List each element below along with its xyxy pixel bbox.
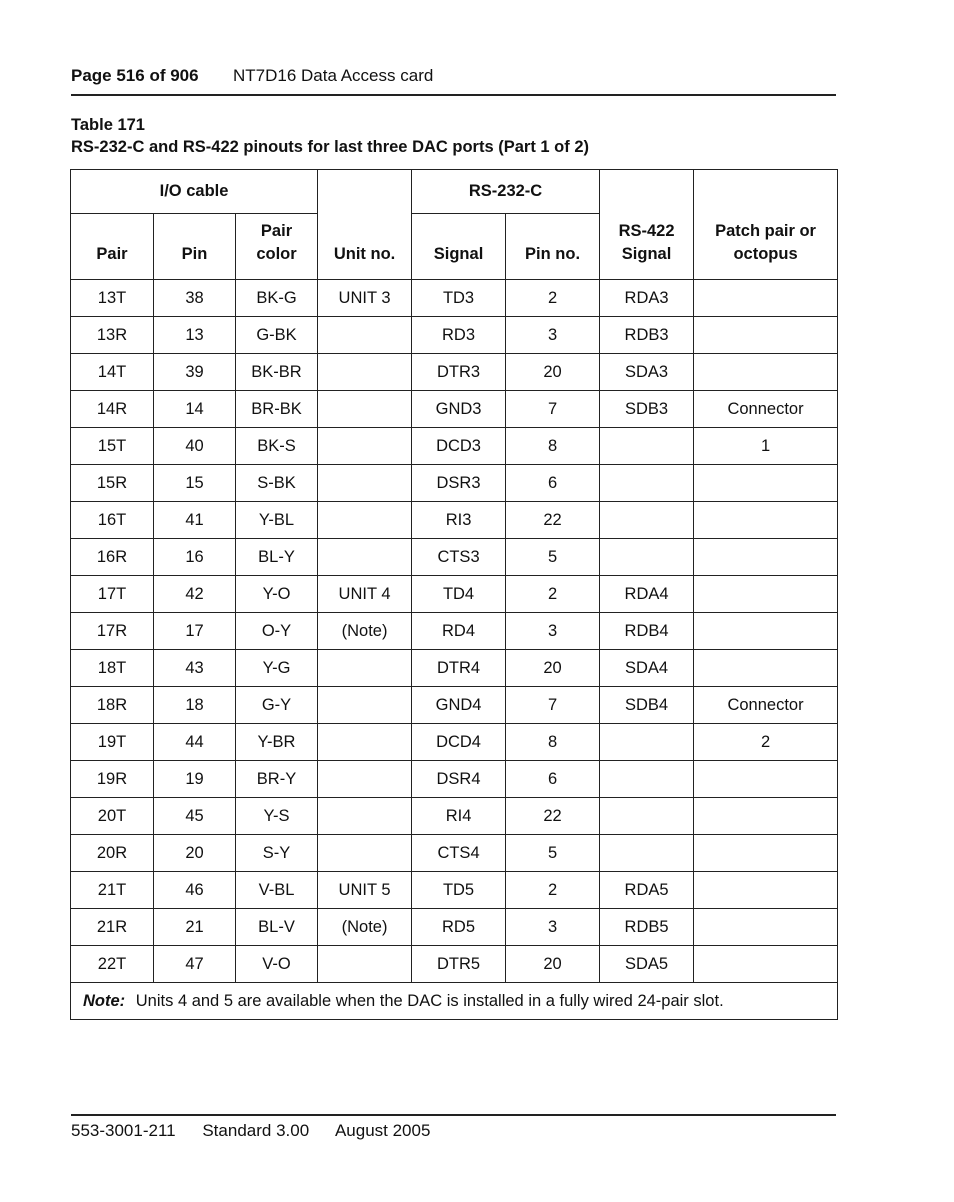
pin-no-cell: 8 bbox=[506, 724, 600, 761]
patch-pair-header bbox=[694, 170, 838, 280]
table-title: RS-232-C and RS-422 pinouts for last three DAC ports (Part 1 of 2) bbox=[71, 138, 590, 156]
signal-cell: TD3 bbox=[412, 280, 506, 317]
unit-no-cell: (Note) bbox=[318, 909, 412, 946]
rs422-signal-cell bbox=[600, 835, 694, 872]
patch-pair-cell: 2 bbox=[694, 724, 838, 761]
rs422-signal-cell: SDB3 bbox=[600, 391, 694, 428]
pin-header: Pin bbox=[154, 214, 236, 280]
pin-cell: 45 bbox=[154, 798, 236, 835]
unit-no-cell bbox=[318, 465, 412, 502]
patch-pair-cell: Connector bbox=[694, 687, 838, 724]
signal-cell: TD4 bbox=[412, 576, 506, 613]
publication-date: August 2005 bbox=[334, 1121, 431, 1140]
rs232c-group-header: RS-232-C bbox=[412, 170, 600, 214]
signal-header: Signal bbox=[412, 214, 506, 280]
pin-no-cell: 5 bbox=[506, 835, 600, 872]
pair-color-cell: Y-BL bbox=[236, 502, 318, 539]
pair-color-cell: BK-G bbox=[236, 280, 318, 317]
pin-no-cell: 3 bbox=[506, 909, 600, 946]
table-row bbox=[71, 465, 838, 502]
pair-color-cell: O-Y bbox=[236, 613, 318, 650]
patch-pair-cell bbox=[694, 798, 838, 835]
pin-no-cell: 5 bbox=[506, 539, 600, 576]
rs422-signal-cell: RDA5 bbox=[600, 872, 694, 909]
pair-color-cell: BL-Y bbox=[236, 539, 318, 576]
rs422-signal-cell: RDB5 bbox=[600, 909, 694, 946]
pin-no-cell: 8 bbox=[506, 428, 600, 465]
rs422-signal-cell bbox=[600, 428, 694, 465]
pair-cell: 21R bbox=[71, 909, 154, 946]
pin-no-cell: 20 bbox=[506, 946, 600, 983]
pair-cell: 17R bbox=[71, 613, 154, 650]
signal-cell: DCD3 bbox=[412, 428, 506, 465]
signal-cell: RD4 bbox=[412, 613, 506, 650]
table-row bbox=[71, 576, 838, 613]
doc-number: 553-3001-211 bbox=[71, 1121, 176, 1140]
pair-color-cell: Y-BR bbox=[236, 724, 318, 761]
table-row bbox=[71, 354, 838, 391]
pair-color-cell: BK-S bbox=[236, 428, 318, 465]
patch-pair-cell: Connector bbox=[694, 391, 838, 428]
unit-no-cell: UNIT 4 bbox=[318, 576, 412, 613]
unit-no-cell bbox=[318, 428, 412, 465]
unit-no-cell bbox=[318, 835, 412, 872]
table-row bbox=[71, 391, 838, 428]
table-row bbox=[71, 317, 838, 354]
page-number: Page 516 of 906 bbox=[71, 66, 199, 85]
signal-cell: RI4 bbox=[412, 798, 506, 835]
unit-no-cell bbox=[318, 391, 412, 428]
pin-no-cell: 22 bbox=[506, 798, 600, 835]
pin-cell: 47 bbox=[154, 946, 236, 983]
patch-pair-cell bbox=[694, 539, 838, 576]
patch-pair-cell bbox=[694, 872, 838, 909]
note-label: Note: bbox=[83, 991, 126, 1010]
table-row bbox=[71, 835, 838, 872]
table-row bbox=[71, 872, 838, 909]
pair-header: Pair bbox=[71, 214, 154, 280]
signal-cell: GND3 bbox=[412, 391, 506, 428]
signal-cell: DSR3 bbox=[412, 465, 506, 502]
signal-cell: DCD4 bbox=[412, 724, 506, 761]
group-header-row bbox=[71, 170, 838, 214]
rs422-signal-cell bbox=[600, 798, 694, 835]
pin-cell: 19 bbox=[154, 761, 236, 798]
pair-cell: 18T bbox=[71, 650, 154, 687]
unit-no-cell: UNIT 3 bbox=[318, 280, 412, 317]
pin-cell: 40 bbox=[154, 428, 236, 465]
rs422-signal-cell bbox=[600, 465, 694, 502]
pin-cell: 44 bbox=[154, 724, 236, 761]
signal-cell: DSR4 bbox=[412, 761, 506, 798]
pair-color-cell: BK-BR bbox=[236, 354, 318, 391]
pin-no-cell: 20 bbox=[506, 354, 600, 391]
pin-cell: 17 bbox=[154, 613, 236, 650]
rs422-signal-cell: RDA4 bbox=[600, 576, 694, 613]
unit-no-header: Unit no. bbox=[318, 170, 412, 280]
pair-color-cell: G-Y bbox=[236, 687, 318, 724]
patch-pair-cell bbox=[694, 354, 838, 391]
signal-cell: DTR5 bbox=[412, 946, 506, 983]
unit-no-cell bbox=[318, 798, 412, 835]
unit-no-cell bbox=[318, 724, 412, 761]
unit-no-cell bbox=[318, 539, 412, 576]
table-row bbox=[71, 909, 838, 946]
table-body bbox=[71, 280, 838, 983]
pin-no-cell: 2 bbox=[506, 872, 600, 909]
pin-no-cell: 6 bbox=[506, 761, 600, 798]
pin-no-cell: 7 bbox=[506, 687, 600, 724]
pin-cell: 39 bbox=[154, 354, 236, 391]
rs422-signal-cell: RDA3 bbox=[600, 280, 694, 317]
pair-cell: 16R bbox=[71, 539, 154, 576]
signal-cell: DTR4 bbox=[412, 650, 506, 687]
signal-cell: DTR3 bbox=[412, 354, 506, 391]
table-row bbox=[71, 687, 838, 724]
pair-color-cell: S-Y bbox=[236, 835, 318, 872]
pinout-table bbox=[70, 169, 838, 1020]
unit-no-cell bbox=[318, 687, 412, 724]
unit-no-cell bbox=[318, 946, 412, 983]
patch-pair-cell bbox=[694, 835, 838, 872]
rs422-signal-cell: SDA5 bbox=[600, 946, 694, 983]
page-footer bbox=[71, 1114, 836, 1141]
pin-cell: 42 bbox=[154, 576, 236, 613]
signal-cell: CTS4 bbox=[412, 835, 506, 872]
pair-color-cell: BR-BK bbox=[236, 391, 318, 428]
pair-color-cell: BL-V bbox=[236, 909, 318, 946]
signal-cell: TD5 bbox=[412, 872, 506, 909]
rs422-header-line1: RS-422 bbox=[618, 222, 675, 240]
rs422-signal-cell bbox=[600, 502, 694, 539]
signal-cell: RD5 bbox=[412, 909, 506, 946]
patch-pair-cell bbox=[694, 650, 838, 687]
unit-no-cell bbox=[318, 502, 412, 539]
pair-color-cell: Y-S bbox=[236, 798, 318, 835]
pin-cell: 46 bbox=[154, 872, 236, 909]
pair-cell: 16T bbox=[71, 502, 154, 539]
patch-pair-cell bbox=[694, 317, 838, 354]
table-row bbox=[71, 502, 838, 539]
pin-no-cell: 2 bbox=[506, 280, 600, 317]
pin-no-cell: 20 bbox=[506, 650, 600, 687]
pin-cell: 20 bbox=[154, 835, 236, 872]
patch-pair-cell bbox=[694, 465, 838, 502]
patch-pair-cell bbox=[694, 502, 838, 539]
pair-color-cell: Y-G bbox=[236, 650, 318, 687]
rs422-signal-cell: SDA4 bbox=[600, 650, 694, 687]
pair-cell: 18R bbox=[71, 687, 154, 724]
rs422-signal-cell: RDB4 bbox=[600, 613, 694, 650]
pair-cell: 19R bbox=[71, 761, 154, 798]
table-row bbox=[71, 613, 838, 650]
table-row bbox=[71, 724, 838, 761]
pin-cell: 13 bbox=[154, 317, 236, 354]
unit-no-cell bbox=[318, 317, 412, 354]
standard-version: Standard 3.00 bbox=[202, 1121, 310, 1140]
pin-cell: 38 bbox=[154, 280, 236, 317]
table-row bbox=[71, 428, 838, 465]
pair-cell: 15T bbox=[71, 428, 154, 465]
io-cable-group-header: I/O cable bbox=[71, 170, 318, 214]
unit-no-cell bbox=[318, 354, 412, 391]
pin-cell: 21 bbox=[154, 909, 236, 946]
document-title: NT7D16 Data Access card bbox=[233, 66, 434, 85]
patch-header-line1: Patch pair or bbox=[715, 222, 816, 240]
pair-color-header-line1: Pair bbox=[260, 222, 293, 240]
pin-no-cell: 3 bbox=[506, 613, 600, 650]
note-text: Units 4 and 5 are available when the DAC is installed in a fully wired 24-pair slot. bbox=[135, 991, 724, 1010]
signal-cell: RI3 bbox=[412, 502, 506, 539]
rs422-signal-cell bbox=[600, 539, 694, 576]
pair-cell: 14T bbox=[71, 354, 154, 391]
pin-no-cell: 7 bbox=[506, 391, 600, 428]
patch-pair-cell bbox=[694, 946, 838, 983]
unit-no-cell bbox=[318, 761, 412, 798]
table-row bbox=[71, 946, 838, 983]
pin-no-cell: 6 bbox=[506, 465, 600, 502]
table-row bbox=[71, 650, 838, 687]
note-row bbox=[71, 983, 838, 1020]
patch-pair-cell bbox=[694, 613, 838, 650]
signal-cell: RD3 bbox=[412, 317, 506, 354]
pin-no-header: Pin no. bbox=[506, 214, 600, 280]
rs422-signal-cell: SDA3 bbox=[600, 354, 694, 391]
patch-pair-cell bbox=[694, 761, 838, 798]
pair-cell: 13R bbox=[71, 317, 154, 354]
rs422-signal-cell: SDB4 bbox=[600, 687, 694, 724]
pair-color-cell: V-BL bbox=[236, 872, 318, 909]
patch-header-line2: octopus bbox=[733, 245, 798, 263]
patch-pair-cell bbox=[694, 909, 838, 946]
note-cell bbox=[71, 983, 838, 1020]
rs422-signal-cell: RDB3 bbox=[600, 317, 694, 354]
unit-no-cell: (Note) bbox=[318, 613, 412, 650]
pair-cell: 21T bbox=[71, 872, 154, 909]
signal-cell: GND4 bbox=[412, 687, 506, 724]
pair-color-cell: S-BK bbox=[236, 465, 318, 502]
pair-color-cell: G-BK bbox=[236, 317, 318, 354]
pin-cell: 18 bbox=[154, 687, 236, 724]
table-row bbox=[71, 798, 838, 835]
pair-cell: 20T bbox=[71, 798, 154, 835]
pair-cell: 17T bbox=[71, 576, 154, 613]
pair-cell: 13T bbox=[71, 280, 154, 317]
table-caption bbox=[71, 114, 589, 158]
pin-cell: 43 bbox=[154, 650, 236, 687]
table-number: Table 171 bbox=[71, 116, 145, 134]
pair-color-cell: V-O bbox=[236, 946, 318, 983]
pin-cell: 15 bbox=[154, 465, 236, 502]
signal-cell: CTS3 bbox=[412, 539, 506, 576]
pin-cell: 14 bbox=[154, 391, 236, 428]
pin-cell: 41 bbox=[154, 502, 236, 539]
rs422-signal-header bbox=[600, 170, 694, 280]
table-row bbox=[71, 280, 838, 317]
pair-cell: 19T bbox=[71, 724, 154, 761]
pin-cell: 16 bbox=[154, 539, 236, 576]
pair-cell: 15R bbox=[71, 465, 154, 502]
pair-cell: 20R bbox=[71, 835, 154, 872]
pair-color-header-line2: color bbox=[256, 245, 297, 263]
pair-color-header bbox=[236, 214, 318, 280]
table-row bbox=[71, 761, 838, 798]
pair-color-cell: BR-Y bbox=[236, 761, 318, 798]
patch-pair-cell: 1 bbox=[694, 428, 838, 465]
pair-color-cell: Y-O bbox=[236, 576, 318, 613]
pair-cell: 14R bbox=[71, 391, 154, 428]
table-row bbox=[71, 539, 838, 576]
unit-no-cell bbox=[318, 650, 412, 687]
pair-cell: 22T bbox=[71, 946, 154, 983]
rs422-signal-cell bbox=[600, 761, 694, 798]
pin-no-cell: 22 bbox=[506, 502, 600, 539]
patch-pair-cell bbox=[694, 280, 838, 317]
pin-no-cell: 2 bbox=[506, 576, 600, 613]
page-header bbox=[71, 66, 836, 96]
unit-no-cell: UNIT 5 bbox=[318, 872, 412, 909]
patch-pair-cell bbox=[694, 576, 838, 613]
rs422-signal-cell bbox=[600, 724, 694, 761]
pin-no-cell: 3 bbox=[506, 317, 600, 354]
rs422-header-line2: Signal bbox=[621, 245, 672, 263]
